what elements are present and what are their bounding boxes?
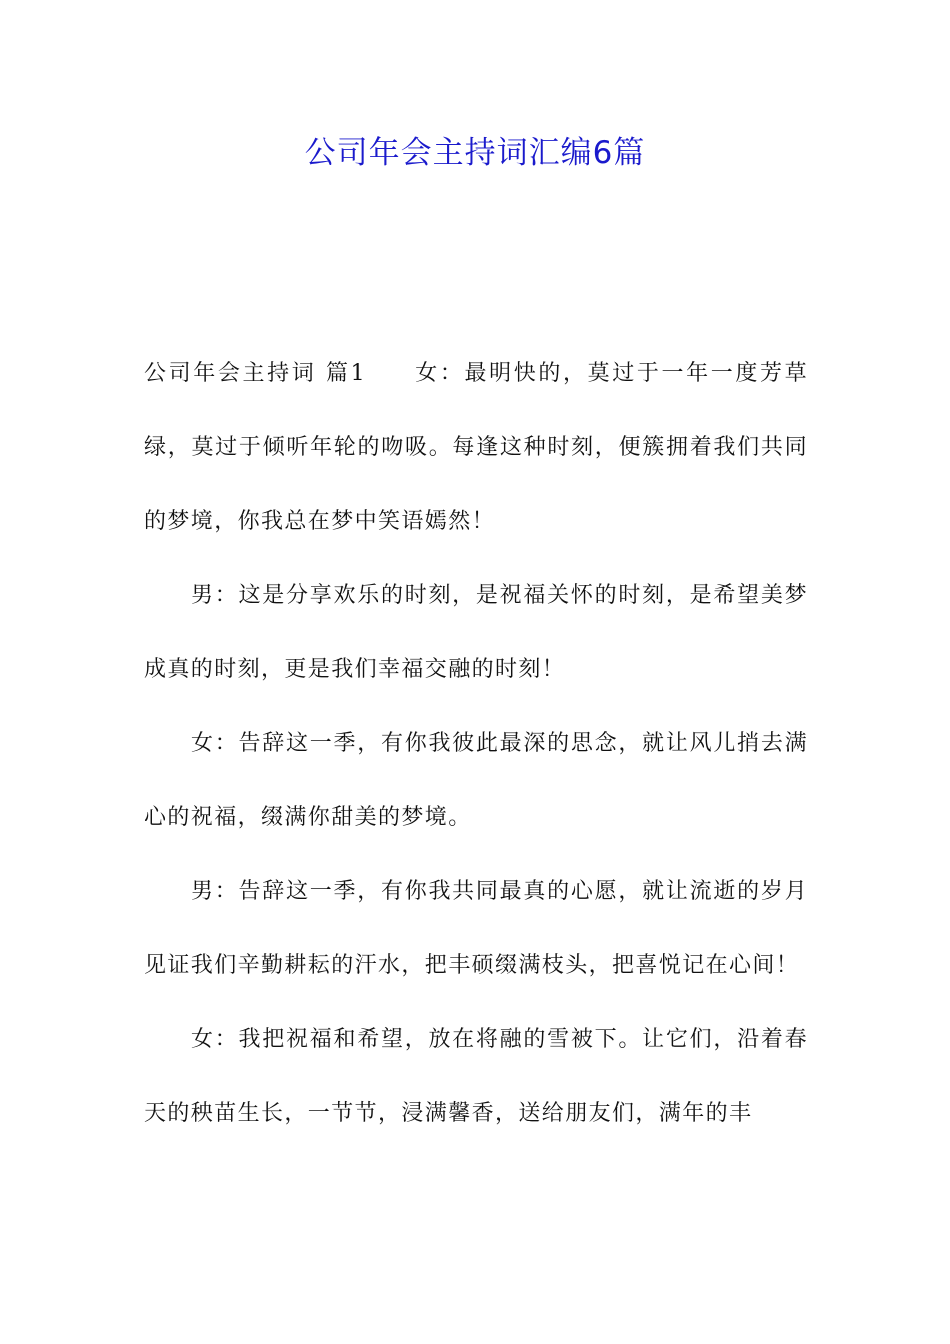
document-body [144, 337, 808, 1151]
paragraph-5: 女：我把祝福和希望，放在将融的雪被下。让它们，沿着春天的秧苗生长，一节节，浸满馨香，送给朋友们，满年的丰 [144, 1027, 808, 1126]
document-title: 公司年会主持词汇编6篇 [304, 135, 646, 171]
paragraph-3: 女：告辞这一季，有你我彼此最深的思念，就让风儿捎去满心的祝福，缀满你甜美的梦境。 [144, 731, 808, 830]
section-heading: 公司年会主持词 篇1 [144, 361, 367, 386]
paragraph-text: 女：最明快的，莫过于一年一度芳草绿，莫过于倾听年轮的吻吸。每逢这种时刻，便簇拥着我们共同的梦境，你我总在梦中笑语嫣然！ [144, 361, 808, 534]
paragraph-2: 男：这是分享欢乐的时刻，是祝福关怀的时刻，是希望美梦成真的时刻，更是我们幸福交融的时刻！ [144, 583, 808, 682]
paragraph-1 [144, 337, 808, 559]
paragraph-4: 男：告辞这一季，有你我共同最真的心愿，就让流逝的岁月见证我们辛勤耕耘的汗水，把丰硕缀满枝头，把喜悦记在心间！ [144, 879, 808, 978]
